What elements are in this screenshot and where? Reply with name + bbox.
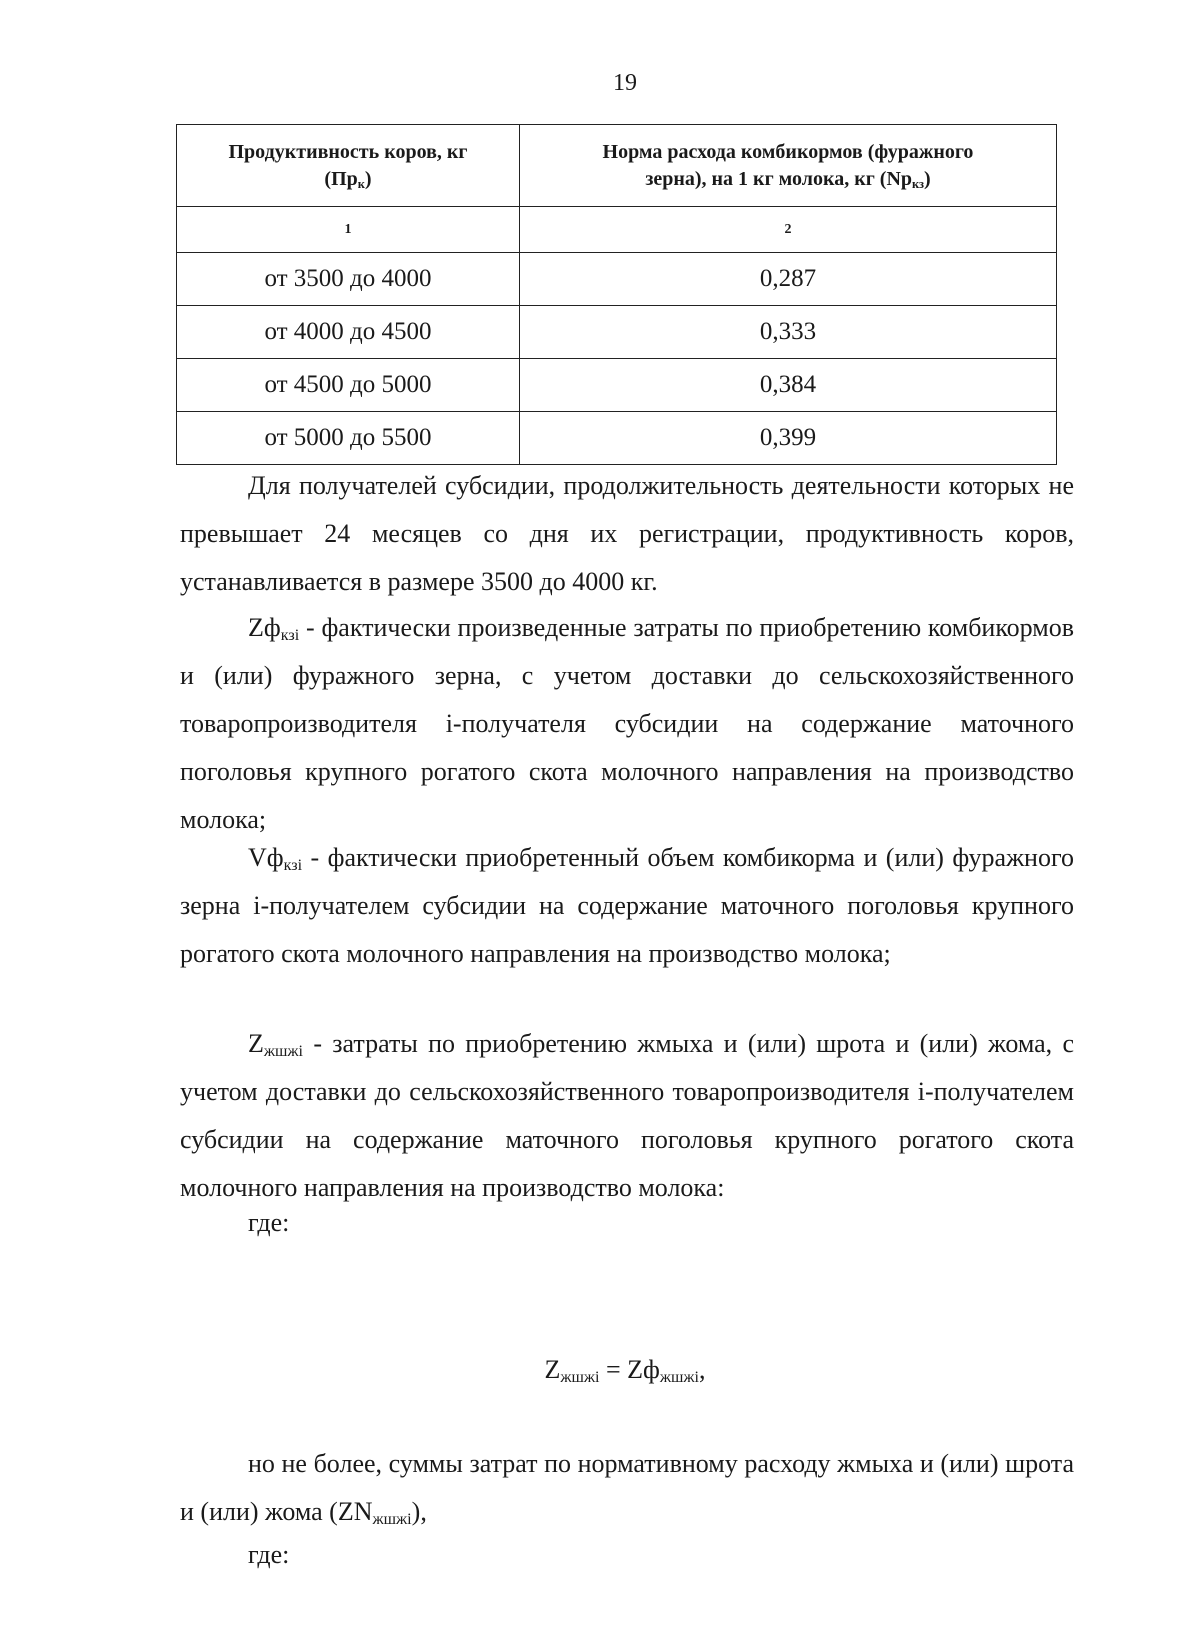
formula-right-subscript: жшжi xyxy=(659,1369,700,1387)
table-row xyxy=(177,412,1057,465)
paragraph-zf-definition xyxy=(180,604,1074,844)
zf-subscript: кзi xyxy=(280,627,300,645)
productivity-range: от 5000 до 5500 xyxy=(177,412,520,465)
header-productivity-line2: (Пр xyxy=(324,167,358,190)
header-feed-norm-line2: зерна), на 1 кг молока, кг (Nр xyxy=(645,167,913,190)
header-productivity-line1: Продуктивность коров, кг xyxy=(228,140,468,163)
paragraph-vf-definition xyxy=(180,834,1074,978)
feed-norm-value: 0,287 xyxy=(520,253,1057,306)
z-cake-text: - затраты по приобретению жмыха и (или) шрота и (или) жома, с учетом доставки до сельскохозяйственного товаропроизводителя i-получателем субсидии на содержание маточного поголовья крупного рогатого скота молочного направления на производство молока: xyxy=(180,1029,1074,1202)
paragraph-not-more-than xyxy=(180,1440,1074,1536)
paragraph-z-cake-definition xyxy=(180,1020,1074,1212)
column-number-1: 1 xyxy=(177,207,520,253)
not-more-text: но не более, суммы затрат по нормативному расходу жмыха и (или) шрота и (или) жома (ZN xyxy=(180,1449,1074,1526)
vf-subscript: кзi xyxy=(283,857,303,875)
header-productivity xyxy=(177,125,520,207)
column-number-2: 2 xyxy=(520,207,1057,253)
z-cake-subscript: жшжi xyxy=(263,1043,304,1061)
feed-norm-value: 0,399 xyxy=(520,412,1057,465)
column-number-row xyxy=(177,207,1057,253)
header-feed-norm xyxy=(520,125,1057,207)
zf-symbol: Zф xyxy=(248,613,281,642)
page-number: 19 xyxy=(613,70,637,96)
formula-equals: = xyxy=(599,1355,628,1384)
productivity-range: от 4000 до 4500 xyxy=(177,306,520,359)
productivity-norm-table xyxy=(176,124,1057,465)
header-productivity-tail: ) xyxy=(364,167,372,190)
formula-right: Zф xyxy=(627,1355,660,1384)
where-label-2: где: xyxy=(248,1540,290,1569)
productivity-range: от 4500 до 5000 xyxy=(177,359,520,412)
not-more-tail: ), xyxy=(411,1497,427,1526)
formula-left: Z xyxy=(544,1355,561,1384)
feed-norm-value: 0,384 xyxy=(520,359,1057,412)
vf-symbol: Vф xyxy=(248,843,284,872)
table-row xyxy=(177,253,1057,306)
paragraph-new-recipients: Для получателей субсидии, продолжительность деятельности которых не превышает 24 месяцев со дня их регистрации, продуктивность коров, устанавливается в размере 3500 до 4000 кг. xyxy=(180,471,1074,596)
header-feed-norm-tail: ) xyxy=(924,167,931,190)
header-feed-norm-subscript: кз xyxy=(912,176,924,191)
table-header-row xyxy=(177,125,1057,207)
zn-subscript: жшжi xyxy=(372,1511,412,1529)
table-row xyxy=(177,359,1057,412)
table-row xyxy=(177,306,1057,359)
formula-z-cake xyxy=(0,1355,1200,1385)
header-productivity-subscript: к xyxy=(357,176,365,191)
formula-tail: , xyxy=(699,1355,706,1384)
z-cake-symbol: Z xyxy=(248,1029,264,1058)
header-feed-norm-line1: Норма расхода комбикормов (фуражного xyxy=(602,140,974,163)
productivity-range: от 3500 до 4000 xyxy=(177,253,520,306)
feed-norm-value: 0,333 xyxy=(520,306,1057,359)
vf-text: - фактически приобретенный объем комбикорма и (или) фуражного зерна i-получателем субсидии на содержание маточного поголовья крупного рогатого скота молочного направления на производство молока; xyxy=(180,843,1074,968)
where-label-1: где: xyxy=(248,1208,290,1237)
zf-text: - фактически произведенные затраты по приобретению комбикормов и (или) фуражного зерна, с учетом доставки до сельскохозяйственного товаропроизводителя i-получателя субсидии на содержание маточного поголовья крупного рогатого скота молочного направления на производство молока; xyxy=(180,613,1074,834)
formula-left-subscript: жшжi xyxy=(560,1369,600,1387)
